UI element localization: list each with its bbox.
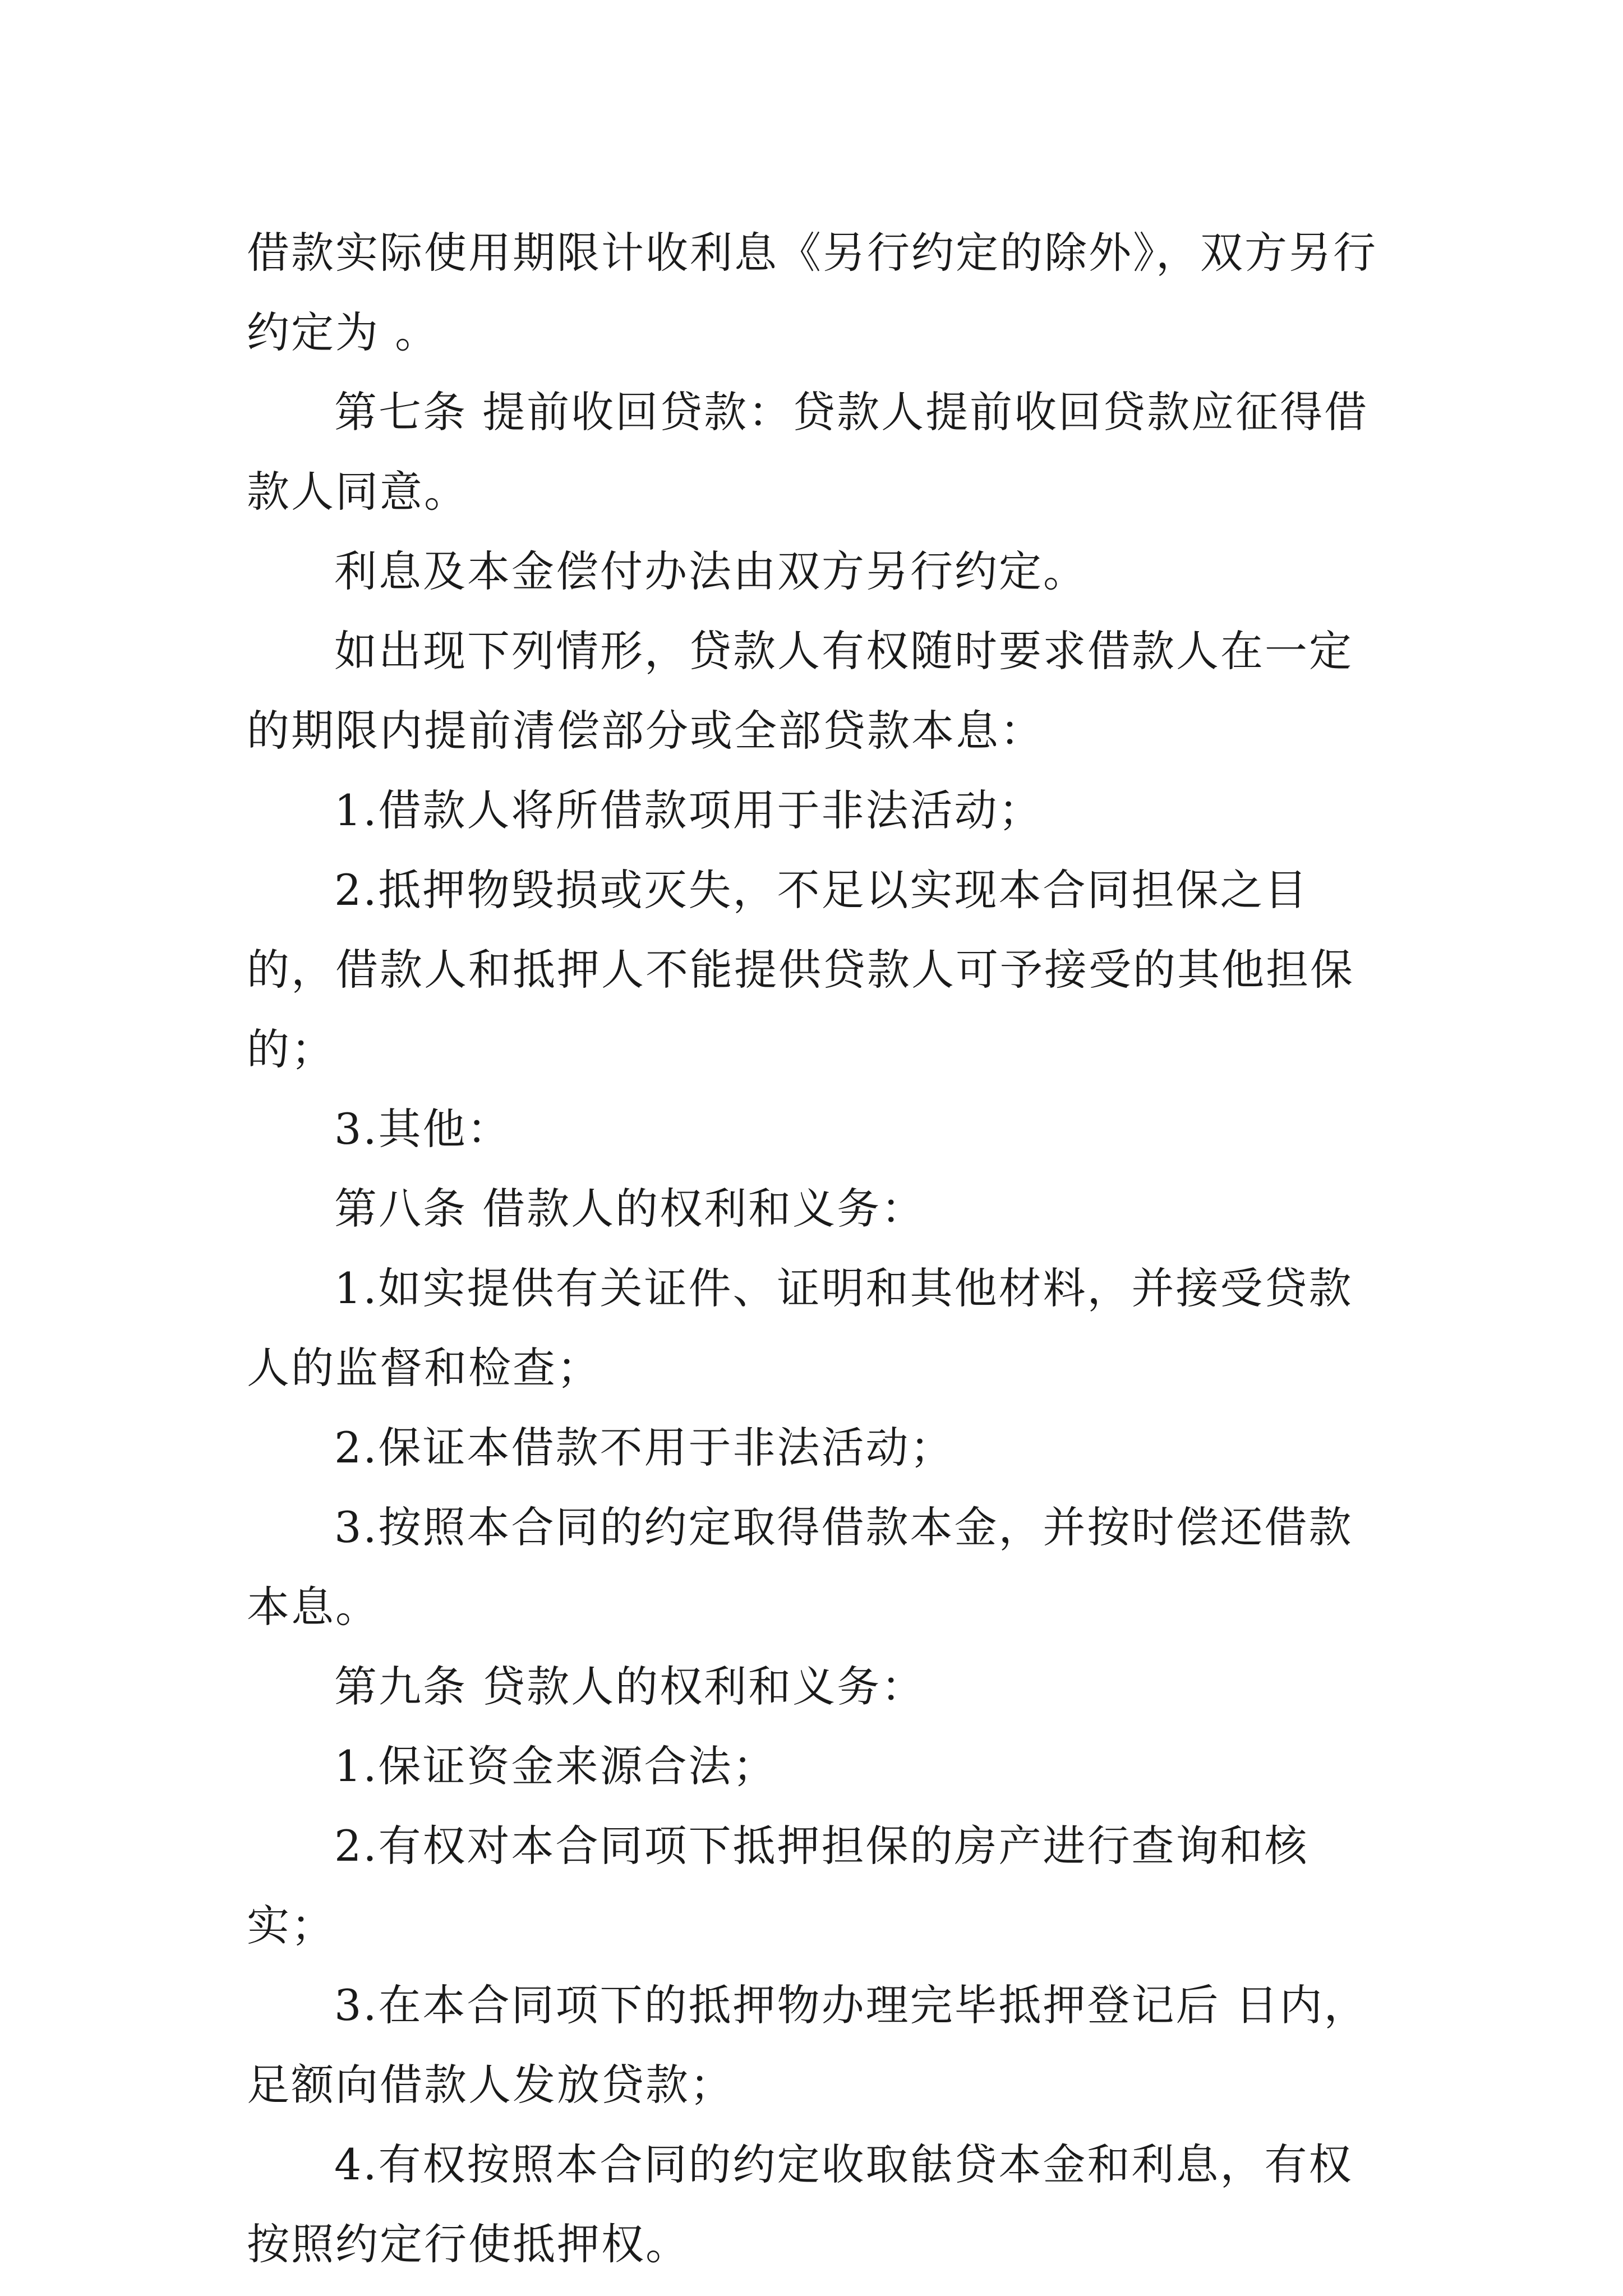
document-body [247,213,1391,2284]
list-item-no-illegal-use: 2.保证本借款不用于非法活动； [334,1423,955,1473]
heading-article-9: 第九条 贷款人的权利和义务： [334,1662,926,1711]
list-item-collect-principal: 4.有权按照本合同的约定收取䏻贷本金和利息，有权按照约定行使抵押权。 [247,2139,1353,2269]
list-item-legal-funds: 1.保证资金来源合法； [334,1741,777,1791]
paragraph-article-7: 第七条 提前收回贷款：贷款人提前收回贷款应征得借款人同意。 [247,387,1369,517]
paragraph-interest-period: 借款实际使用期限计收利息《另行约定的除外》，双方另行约定为 。 [247,228,1377,357]
list-item-collateral-loss: 2.抵押物毁损或灭失，不足以实现本合同担保之目的，借款人和抵押人不能提供贷款人可予接受的其他担保的； [247,865,1354,1074]
paragraph-repayment-method: 利息及本金偿付办法由双方另行约定。 [334,546,1087,596]
list-item-disburse-loan: 3.在本合同项下的抵押物办理完毕抵押登记后 日内，足额向借款人发放贷款； [247,1980,1368,2110]
list-item-verify-property: 2.有权对本合同项下抵押担保的房产进行查询和核实； [247,1821,1309,1950]
list-item-provide-materials: 1.如实提供有关证件、证明和其他材料，并接受贷款人的监督和检查； [247,1263,1353,1393]
list-item-illegal-use: 1.借款人将所借款项用于非法活动； [334,785,1043,835]
list-item-other: 3.其他： [334,1104,511,1154]
heading-article-8: 第八条 借款人的权利和义务： [334,1184,926,1234]
list-item-repay-on-time: 3.按照本合同的约定取得借款本金，并按时偿还借款本息。 [247,1502,1353,1632]
paragraph-early-repayment-conditions: 如出现下列情形，贷款人有权随时要求借款人在一定的期限内提前清偿部分或全部贷款本息： [247,626,1353,756]
